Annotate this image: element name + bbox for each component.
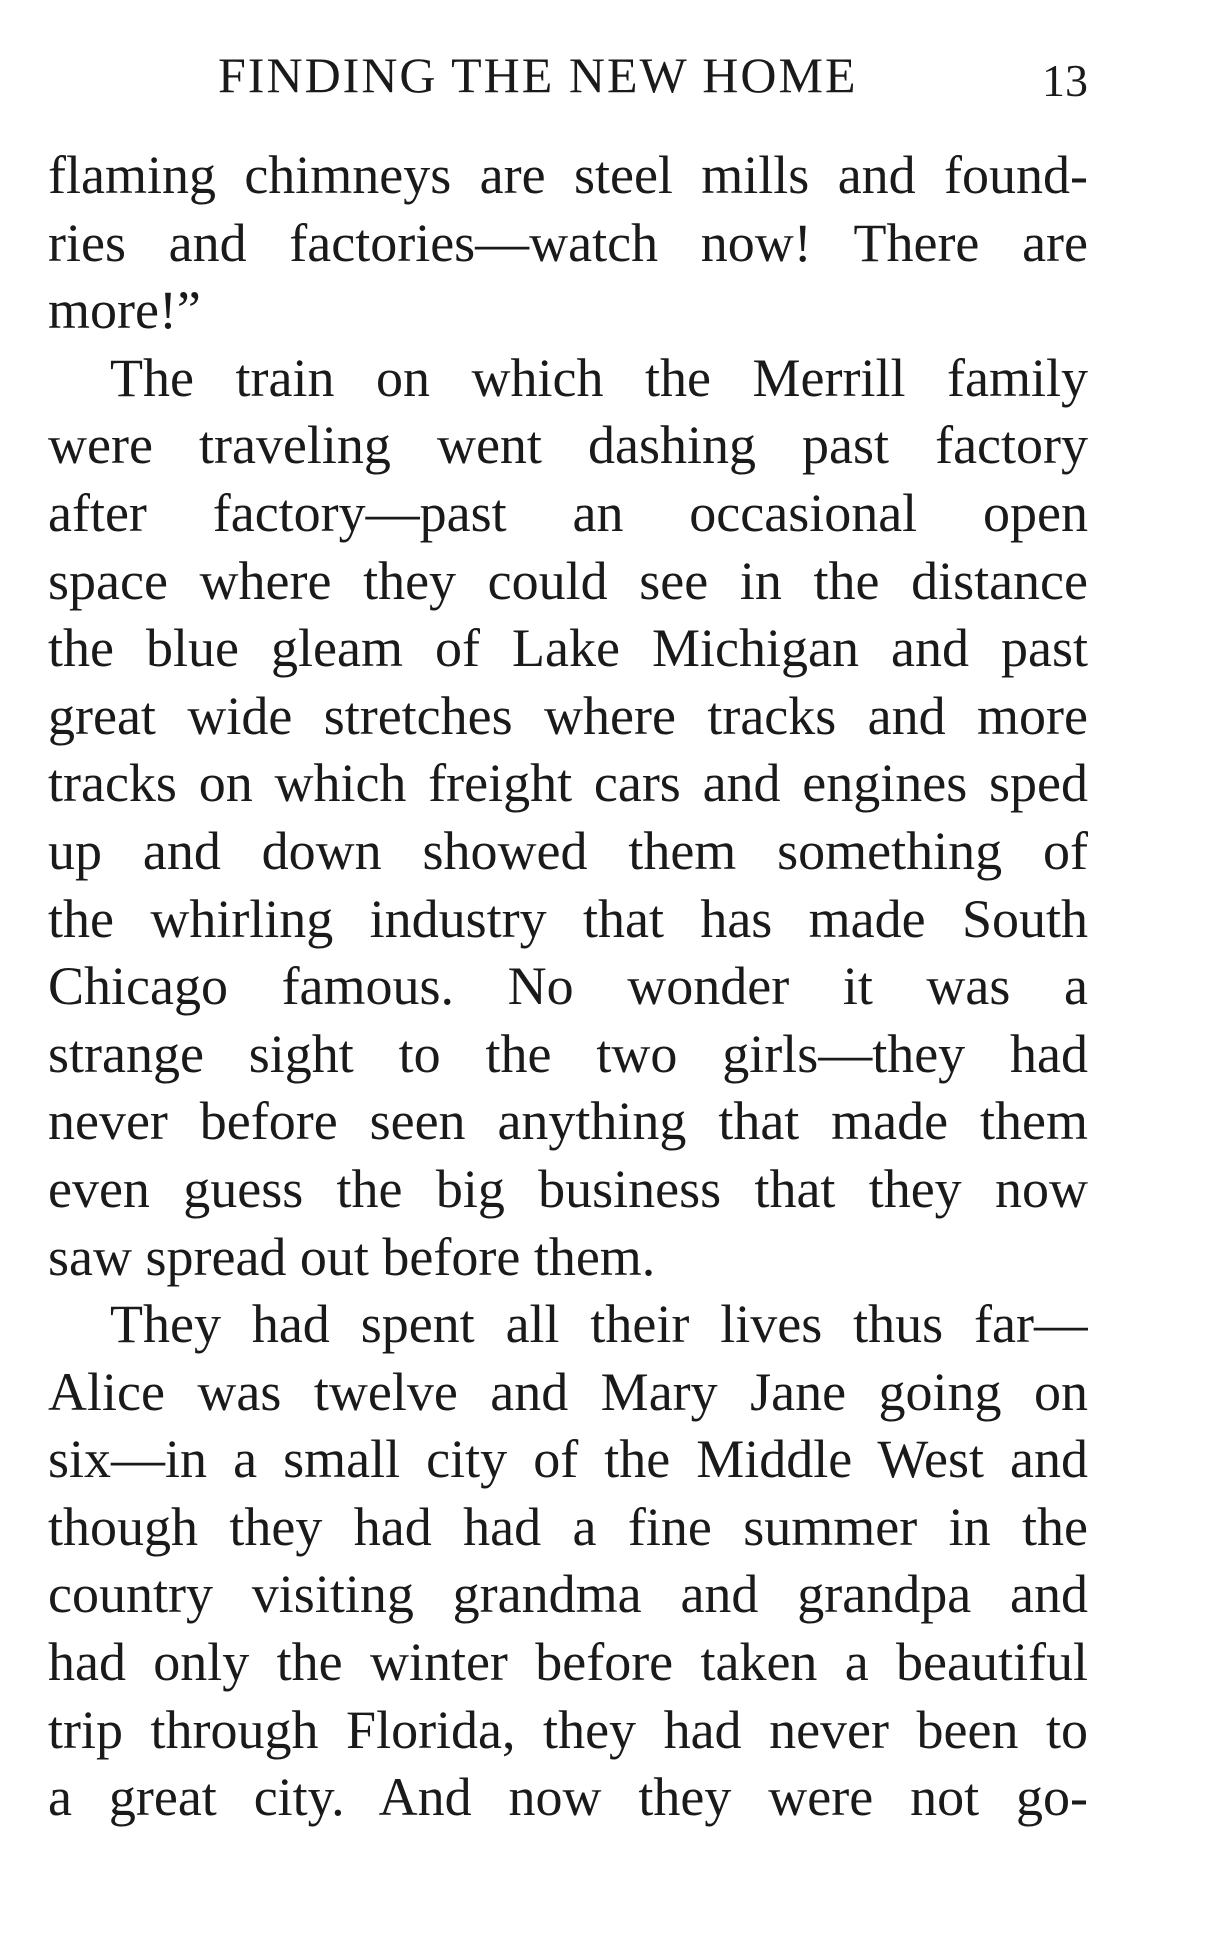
text-line: a great city. And now they were not go- [48,1767,1088,1828]
text-line: six—in a small city of the Middle West and [48,1429,1088,1490]
text-line: more!” [48,280,201,341]
text-line: after factory—past an occasional open [48,482,1088,543]
text-line: even guess the big business that they now [48,1158,1088,1219]
text-line: saw spread out before them. [48,1226,656,1287]
chapter-title: FINDING THE NEW HOME [218,47,858,103]
text-line: had only the winter before taken a beautiful [48,1632,1088,1693]
text-line: Chicago famous. No wonder it was a [48,956,1088,1017]
body-text [48,142,1088,1832]
text-line: were traveling went dashing past factory [48,415,1088,476]
text-line: trip through Florida, they had never been to [48,1699,1088,1760]
text-line: country visiting grandma and grandpa and [48,1564,1088,1625]
text-line: the blue gleam of Lake Michigan and past [48,618,1088,679]
text-line: never before seen anything that made them [48,1091,1088,1152]
text-line: They had spent all their lives thus far— [110,1294,1088,1355]
text-line: space where they could see in the distance [48,550,1088,611]
text-line: great wide stretches where tracks and more [48,685,1088,746]
text-line: up and down showed them something of [48,820,1088,881]
running-head [48,40,1088,110]
text-line: Alice was twelve and Mary Jane going on [48,1361,1088,1422]
paragraph [48,142,1088,345]
text-line: flaming chimneys are steel mills and found- [48,145,1088,205]
text-line: the whirling industry that has made South [48,888,1088,949]
page-number: 13 [1042,55,1088,106]
text-line: tracks on which freight cars and engines sped [48,753,1088,814]
text-line: though they had had a fine summer in the [48,1496,1088,1557]
text-line: strange sight to the two girls—they had [48,1023,1088,1084]
paragraph [48,345,1088,1291]
text-line: The train on which the Merrill family [110,347,1088,408]
paragraph [48,1291,1088,1832]
text-line: ries and factories—watch now! There are [48,212,1088,273]
